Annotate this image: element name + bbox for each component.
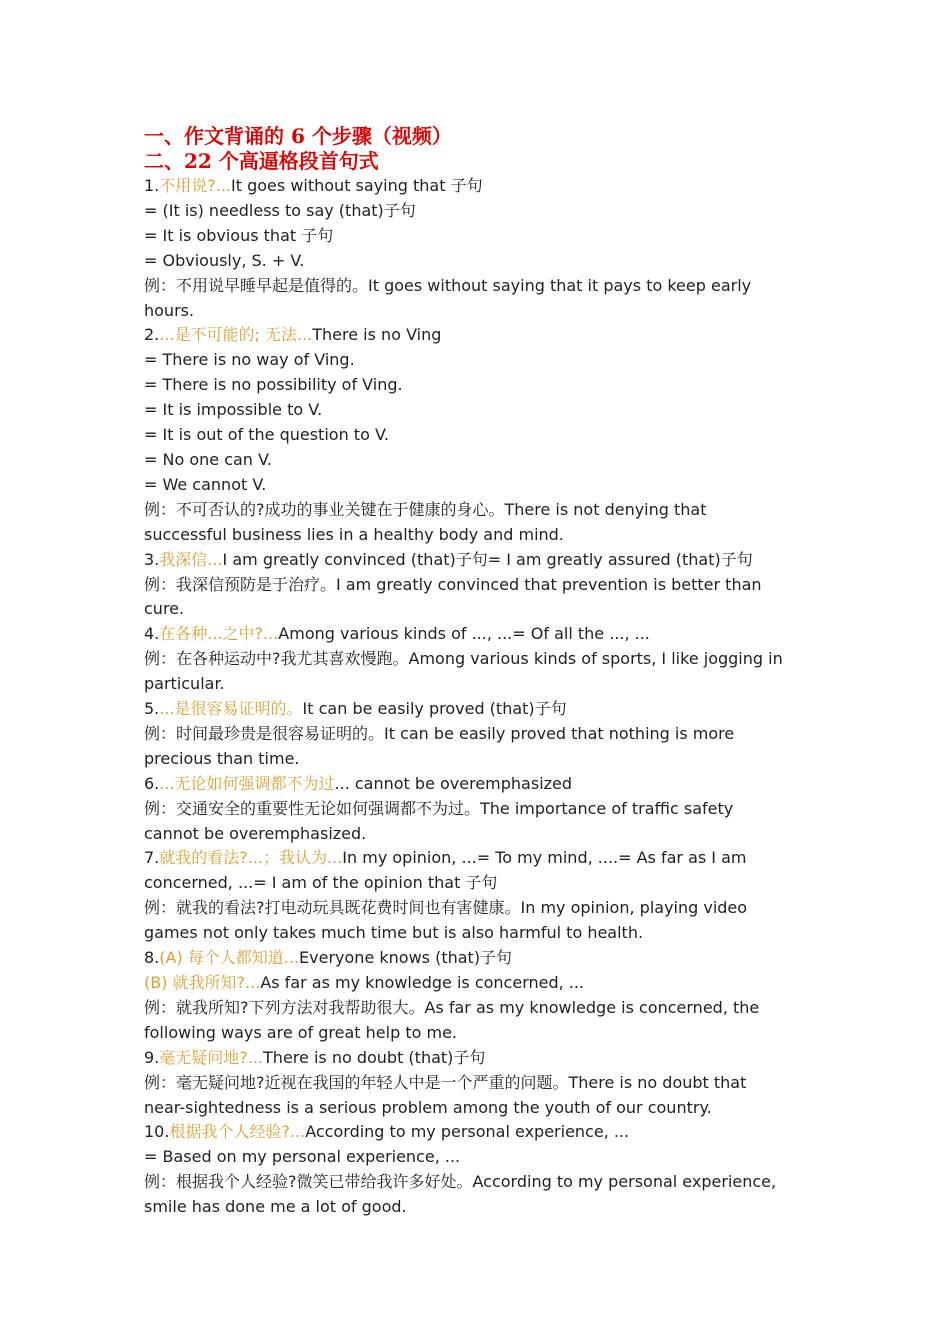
text-segment: There is no Ving [312, 325, 442, 345]
text-segment: cannot be overemphasized. [144, 823, 367, 843]
text-segment: 例：就我所知?下列方法对我帮助很大。As far as my knowledge is concerned, the [144, 997, 760, 1017]
text-segment: 3. [144, 549, 160, 569]
text-line [144, 772, 814, 797]
highlight-phrase: 在各种...之中?... [159, 624, 279, 644]
highlight-phrase: 根据我个人经验?... [169, 1122, 306, 1142]
text-segment: 4. [144, 624, 160, 644]
text-line [144, 597, 814, 622]
text-segment: As far as my knowledge is concerned, ... [260, 973, 585, 992]
text-line [144, 921, 814, 946]
text-segment: = There is no possibility of Ving. [144, 375, 403, 395]
text-line [144, 647, 814, 672]
document-body [144, 124, 814, 1220]
text-segment: 例：时间最珍贵是很容易证明的。It can be easily proved that nothing is more [144, 723, 735, 743]
text-segment: Among various kinds of ..., ...= Of all the ..., ... [278, 624, 650, 644]
text-line [144, 896, 814, 921]
text-segment: = Obviously, S. + V. [144, 250, 305, 270]
text-line [144, 1145, 814, 1170]
text-segment: 8. [144, 948, 160, 968]
text-line [144, 846, 814, 871]
text-segment: 例：不可否认的?成功的事业关键在于健康的身心。There is not denying that [144, 499, 707, 519]
text-line [144, 1120, 814, 1145]
text-line [144, 1096, 814, 1121]
text-line [144, 523, 814, 548]
text-line [144, 448, 814, 473]
text-line [144, 423, 814, 448]
text-segment: particular. [144, 674, 225, 694]
highlight-phrase: ...是不可能的; 无法... [159, 325, 313, 345]
text-line [144, 299, 814, 324]
text-segment: 5. [144, 699, 160, 719]
text-segment: It goes without saying that 子句 [231, 176, 483, 195]
text-line [144, 722, 814, 747]
text-line [144, 498, 814, 523]
highlight-phrase: 我深信... [159, 549, 223, 569]
text-segment: There is no doubt (that)子句 [263, 1047, 486, 1067]
text-line [144, 373, 814, 398]
section-heading-2: 二、22 个高逼格段首句式 [144, 149, 379, 173]
text-segment: concerned, ...= I am of the opinion that 子句 [144, 873, 498, 893]
text-line [144, 348, 814, 373]
text-line [144, 1195, 814, 1220]
text-segment: 例：就我的看法?打电动玩具既花费时间也有害健康。In my opinion, playing video [144, 898, 748, 918]
text-segment: 例：不用说早睡早起是值得的。It goes without saying that it pays to keep early [144, 275, 752, 295]
text-segment: 7. [144, 848, 160, 868]
text-line [144, 946, 814, 971]
text-segment: = No one can V. [144, 449, 272, 469]
text-line [144, 274, 814, 299]
text-segment: 例：根据我个人经验?微笑已带给我许多好处。According to my personal experience, [144, 1172, 777, 1192]
text-segment: 9. [144, 1047, 160, 1067]
text-line [144, 822, 814, 847]
text-segment: 1. [144, 176, 160, 195]
text-segment: According to my personal experience, ... [305, 1122, 630, 1142]
text-line [144, 548, 814, 573]
text-line [144, 1021, 814, 1046]
text-line [144, 573, 814, 598]
text-segment: 例：交通安全的重要性无论如何强调都不为过。The importance of traffic safety [144, 798, 734, 818]
text-segment: In my opinion, ...= To my mind, ....= As far as I am [342, 848, 747, 868]
text-segment: It can be easily proved (that)子句 [302, 699, 567, 719]
highlight-phrase: 不用说?... [159, 176, 232, 195]
text-segment: = It is out of the question to V. [144, 425, 389, 445]
text-line [144, 398, 814, 423]
text-line [144, 996, 814, 1021]
text-segment: 例：在各种运动中?我尤其喜欢慢跑。Among various kinds of sports, I like jogging in [144, 649, 783, 669]
highlight-phrase: 毫无疑问地?... [159, 1047, 264, 1067]
text-segment: = It is obvious that 子句 [144, 225, 334, 245]
text-line [144, 672, 814, 697]
text-line [144, 797, 814, 822]
text-line [144, 871, 814, 896]
sentence-pattern-list [144, 174, 814, 1220]
section-heading-1: 一、作文背诵的 6 个步骤（视频） [144, 124, 452, 148]
text-segment: smile has done me a lot of good. [144, 1197, 407, 1217]
text-segment: 2. [144, 325, 160, 345]
text-line [144, 622, 814, 647]
text-line [144, 249, 814, 274]
text-line [144, 224, 814, 249]
text-segment: successful business lies in a healthy body and mind. [144, 524, 564, 544]
text-line [144, 1170, 814, 1195]
text-segment: following ways are of great help to me. [144, 1022, 457, 1042]
highlight-phrase: ...无论如何强调都不为过 [159, 773, 335, 793]
text-segment: I am greatly convinced (that)子句= I am greatly assured (that)子句 [222, 549, 753, 569]
text-segment: cure. [144, 599, 185, 619]
text-segment: ... cannot be overemphasized [334, 773, 573, 793]
text-line [144, 747, 814, 772]
text-line [144, 174, 814, 199]
text-line [144, 697, 814, 722]
text-segment: = Based on my personal experience, ... [144, 1147, 461, 1167]
text-segment: 10. [144, 1122, 170, 1142]
text-segment: 例：我深信预防是于治疗。I am greatly convinced that prevention is better than [144, 574, 762, 594]
text-segment: hours. [144, 300, 195, 320]
text-line [144, 323, 814, 348]
text-segment: = There is no way of Ving. [144, 350, 355, 370]
text-segment: 6. [144, 773, 160, 793]
text-segment: 例：毫无疑问地?近视在我国的年轻人中是一个严重的问题。There is no doubt that [144, 1072, 747, 1092]
text-segment: precious than time. [144, 748, 300, 768]
text-line [144, 1046, 814, 1071]
text-segment: Everyone knows (that)子句 [299, 948, 513, 968]
text-segment: = It is impossible to V. [144, 400, 323, 420]
highlight-phrase: (A) 每个人都知道... [159, 948, 300, 968]
text-segment: near-sightedness is a serious problem among the youth of our country. [144, 1097, 712, 1117]
text-segment: games not only takes much time but is also harmful to health. [144, 923, 644, 943]
text-line [144, 1071, 814, 1096]
text-segment: = We cannot V. [144, 474, 267, 494]
highlight-phrase: ...是很容易证明的。 [159, 699, 303, 719]
text-line [144, 473, 814, 498]
text-segment: = (It is) needless to say (that)子句 [144, 200, 416, 220]
text-line [144, 199, 814, 224]
text-line [144, 971, 814, 996]
highlight-phrase: 就我的看法?...；我认为... [159, 848, 343, 868]
highlight-phrase: (B) 就我所知?... [144, 973, 261, 992]
